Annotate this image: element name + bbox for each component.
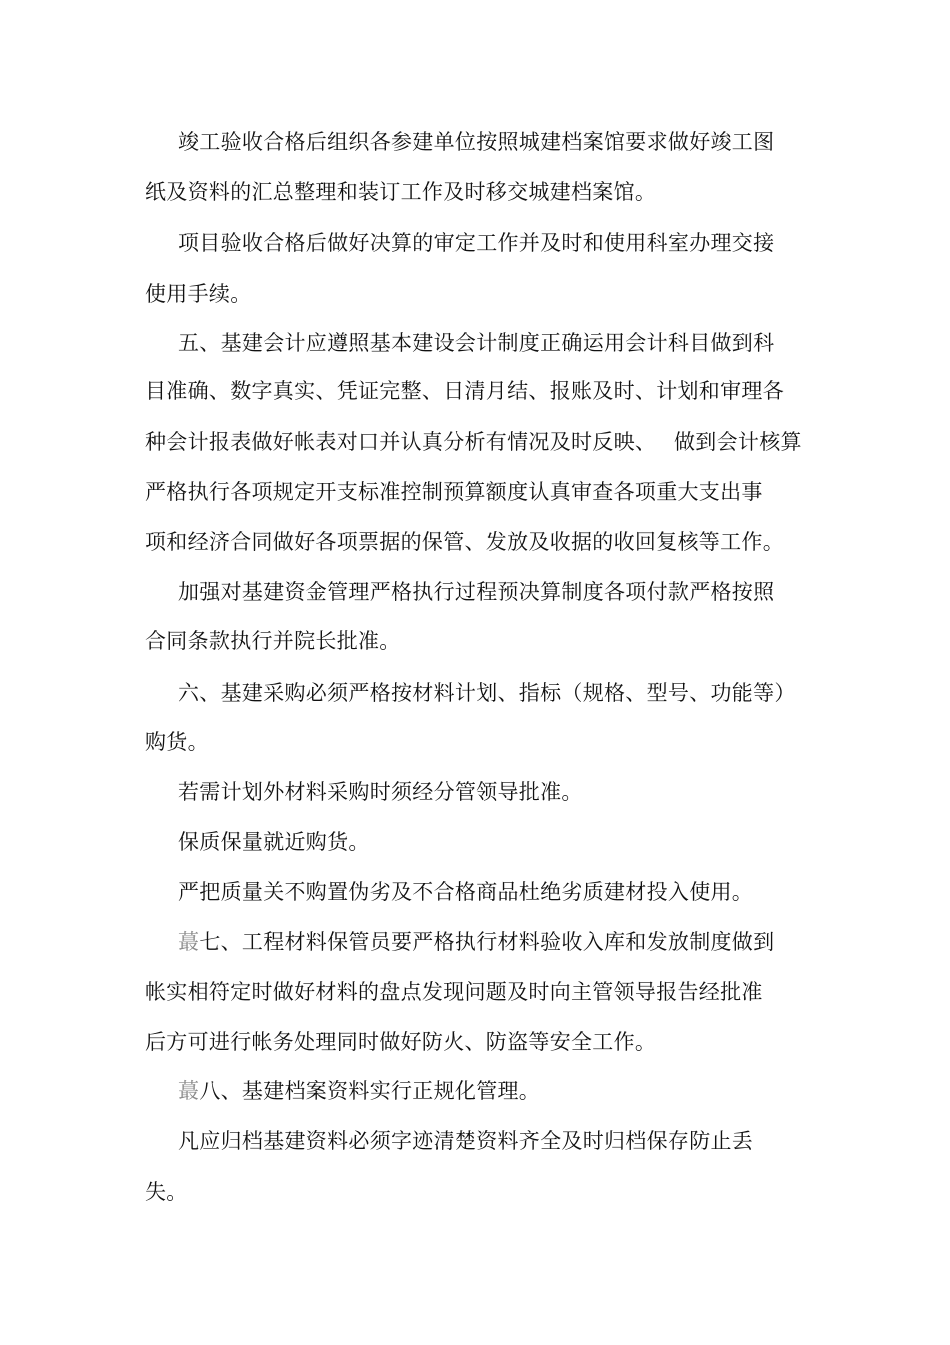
paragraph-line <box>178 1078 540 1104</box>
paragraph-text: 八、基建档案资料实行正规化管理。 <box>199 1079 541 1103</box>
paragraph-line: 合同条款执行并院长批准。 <box>145 629 401 653</box>
artifact-glyph: 蕞 <box>178 930 200 954</box>
paragraph-line: 五、基建会计应遵照基本建设会计制度正确运用会计科目做到科 <box>178 331 775 355</box>
paragraph-line: 购货。 <box>145 730 209 754</box>
paragraph-line: 后方可进行帐务处理同时做好防火、防盗等安全工作。 <box>145 1030 657 1054</box>
paragraph-line: 六、基建采购必须严格按材料计划、指标（规格、型号、功能等） <box>178 681 796 705</box>
paragraph-line <box>178 929 774 955</box>
paragraph-line: 帐实相符定时做好材料的盘点发现问题及时向主管领导报告经批准 <box>145 980 763 1004</box>
paragraph-line: 纸及资料的汇总整理和装订工作及时移交城建档案馆。 <box>145 180 657 204</box>
paragraph-line: 使用手续。 <box>145 282 252 306</box>
paragraph-line: 目准确、数字真实、凭证完整、日清月结、报账及时、计划和审理各 <box>145 379 784 403</box>
paragraph-line: 保质保量就近购货。 <box>178 830 370 854</box>
paragraph-line: 加强对基建资金管理严格执行过程预决算制度各项付款严格按照 <box>178 580 775 604</box>
paragraph-line: 失。 <box>145 1180 188 1204</box>
paragraph-line: 凡应归档基建资料必须字迹清楚资料齐全及时归档保存防止丢 <box>178 1129 754 1153</box>
paragraph-text: 七、工程材料保管员要严格执行材料验收入库和发放制度做到 <box>199 930 775 954</box>
paragraph-line: 严格执行各项规定开支标准控制预算额度认真审查各项重大支出事 <box>145 480 763 504</box>
paragraph-line: 项和经济合同做好各项票据的保管、发放及收据的收回复核等工作。 <box>145 530 784 554</box>
paragraph-line: 若需计划外材料采购时须经分管领导批准。 <box>178 780 583 804</box>
paragraph-line: 严把质量关不购置伪劣及不合格商品杜绝劣质建材投入使用。 <box>178 880 754 904</box>
paragraph-line-continuation: 做到会计核算 <box>674 430 802 454</box>
paragraph-line: 项目验收合格后做好决算的审定工作并及时和使用科室办理交接 <box>178 231 775 255</box>
paragraph-line: 竣工验收合格后组织各参建单位按照城建档案馆要求做好竣工图 <box>178 130 775 154</box>
paragraph-line: 种会计报表做好帐表对口并认真分析有情况及时反映、 <box>145 430 657 454</box>
artifact-glyph: 蕞 <box>178 1079 200 1103</box>
